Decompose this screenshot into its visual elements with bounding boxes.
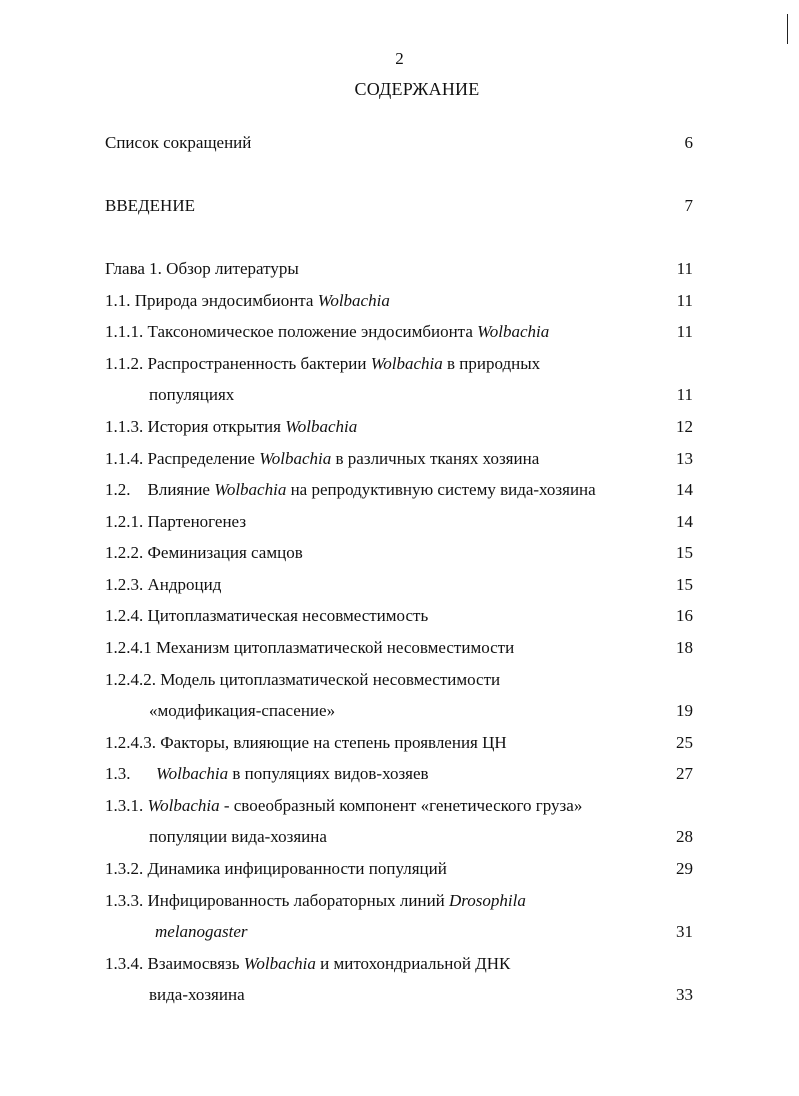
page-number: 2 [395, 49, 404, 68]
toc-entry-text: 1.2.1. Партеногенез [105, 512, 247, 531]
toc-entry-text: 1.1.1. Таксономическое положение эндосимбионта Wolbachia [105, 322, 550, 341]
toc-entry-1-1 [105, 288, 695, 314]
toc-entry-1-2 [105, 477, 695, 503]
toc-entry-1-3-3-continued [155, 919, 695, 945]
toc-entry-text: 1.2.2. Феминизация самцов [105, 543, 303, 562]
toc-entry-page: 13 [676, 449, 693, 468]
toc-entry-text: популяции вида-хозяина [149, 827, 327, 846]
toc-entry-1-2-1 [105, 509, 695, 535]
toc-entry-text: «модификация-спасение» [149, 701, 336, 720]
toc-entry-page: 33 [676, 985, 693, 1004]
toc-entry-page: 14 [676, 512, 693, 531]
page-title: СОДЕРЖАНИЕ [354, 79, 480, 99]
toc-entry-1-1-3 [105, 414, 695, 440]
toc-entry-abbreviations [105, 130, 695, 156]
toc-entry-text: 1.3.1. Wolbachia - своеобразный компонент «генетического груза» [105, 796, 583, 815]
toc-entry-1-1-1 [105, 319, 695, 345]
toc-entry-1-1-2 [105, 351, 695, 377]
toc-entry-page: 19 [676, 701, 693, 720]
toc-entry-chapter-1 [105, 256, 695, 282]
toc-entry-page: 16 [676, 606, 693, 625]
toc-entry-page: 31 [676, 922, 693, 941]
toc-entry-1-2-4-1 [105, 635, 695, 661]
toc-entry-text: вида-хозяина [149, 985, 245, 1004]
toc-entry-text: 1.2.4.2. Модель цитоплазматической несовместимости [105, 670, 501, 689]
toc-entry-text: melanogaster [155, 922, 248, 941]
toc-entry-page: 25 [676, 733, 693, 752]
toc-entry-text: 1.3.3. Инфицированность лабораторных линий Drosophila [105, 891, 526, 910]
toc-entry-text: 1.1. Природа эндосимбионта Wolbachia [105, 291, 390, 310]
toc-entry-text: 1.3.4. Взаимосвязь Wolbachia и митохондриальной ДНК [105, 954, 511, 973]
toc-entry-1-3-4-continued [149, 982, 695, 1008]
toc-entry-1-3-1 [105, 793, 695, 819]
toc-entry-1-3-4 [105, 951, 695, 977]
toc-entry-text: 1.2.3. Андроцид [105, 575, 222, 594]
toc-entry-page: 11 [676, 322, 693, 341]
toc-entry-1-2-4-2-continued [149, 698, 695, 724]
toc-entry-page: 27 [676, 764, 693, 783]
toc-entry-1-2-2 [105, 540, 695, 566]
toc-entry-text: ВВЕДЕНИЕ [105, 196, 195, 215]
toc-entry-text: 1.2.4. Цитоплазматическая несовместимость [105, 606, 429, 625]
toc-entry-text: 1.3.2. Динамика инфицированности популяций [105, 859, 447, 878]
toc-entry-text: 1.1.4. Распределение Wolbachia в различных тканях хозяина [105, 449, 540, 468]
toc-entry-page: 15 [676, 575, 693, 594]
toc-entry-page: 28 [676, 827, 693, 846]
toc-entry-page: 11 [676, 385, 693, 404]
toc-entry-text: популяциях [149, 385, 235, 404]
scan-edge-mark [787, 14, 788, 44]
toc-entry-text: Глава 1. Обзор литературы [105, 259, 299, 278]
toc-entry-1-3-3 [105, 888, 695, 914]
toc-entry-1-3-1-continued [149, 824, 695, 850]
toc-entry-text: 1.2.4.1 Механизм цитоплазматической несовместимости [105, 638, 515, 657]
toc-entry-page: 18 [676, 638, 693, 657]
toc-entry-page: 7 [684, 196, 693, 215]
toc-entry-1-3-2 [105, 856, 695, 882]
toc-entry-text: Список сокращений [105, 133, 252, 152]
toc-entry-1-2-4-3 [105, 730, 695, 756]
toc-entry-page: 29 [676, 859, 693, 878]
toc-entry-text: 1.2. Влияние Wolbachia на репродуктивную систему вида-хозяина [105, 480, 596, 499]
toc-entry-page: 6 [684, 133, 693, 152]
toc-entry-1-3 [105, 761, 695, 787]
toc-entry-text: 1.1.2. Распространенность бактерии Wolbachia в природных [105, 354, 541, 373]
toc-entry-page: 11 [676, 259, 693, 278]
toc-entry-introduction [105, 193, 695, 219]
toc-entry-page: 11 [676, 291, 693, 310]
toc-entry-text: 1.2.4.3. Факторы, влияющие на степень проявления ЦН [105, 733, 507, 752]
toc-entry-page: 15 [676, 543, 693, 562]
toc-entry-1-1-4 [105, 446, 695, 472]
toc-entry-1-2-4 [105, 603, 695, 629]
toc-entry-page: 12 [676, 417, 693, 436]
toc-entry-1-2-4-2 [105, 667, 695, 693]
toc-entry-1-1-2-continued [149, 382, 695, 408]
toc-entry-text: 1.3. Wolbachia в популяциях видов-хозяев [105, 764, 429, 783]
toc-entry-text: 1.1.3. История открытия Wolbachia [105, 417, 358, 436]
toc-entry-1-2-3 [105, 572, 695, 598]
toc-entry-page: 14 [676, 480, 693, 499]
